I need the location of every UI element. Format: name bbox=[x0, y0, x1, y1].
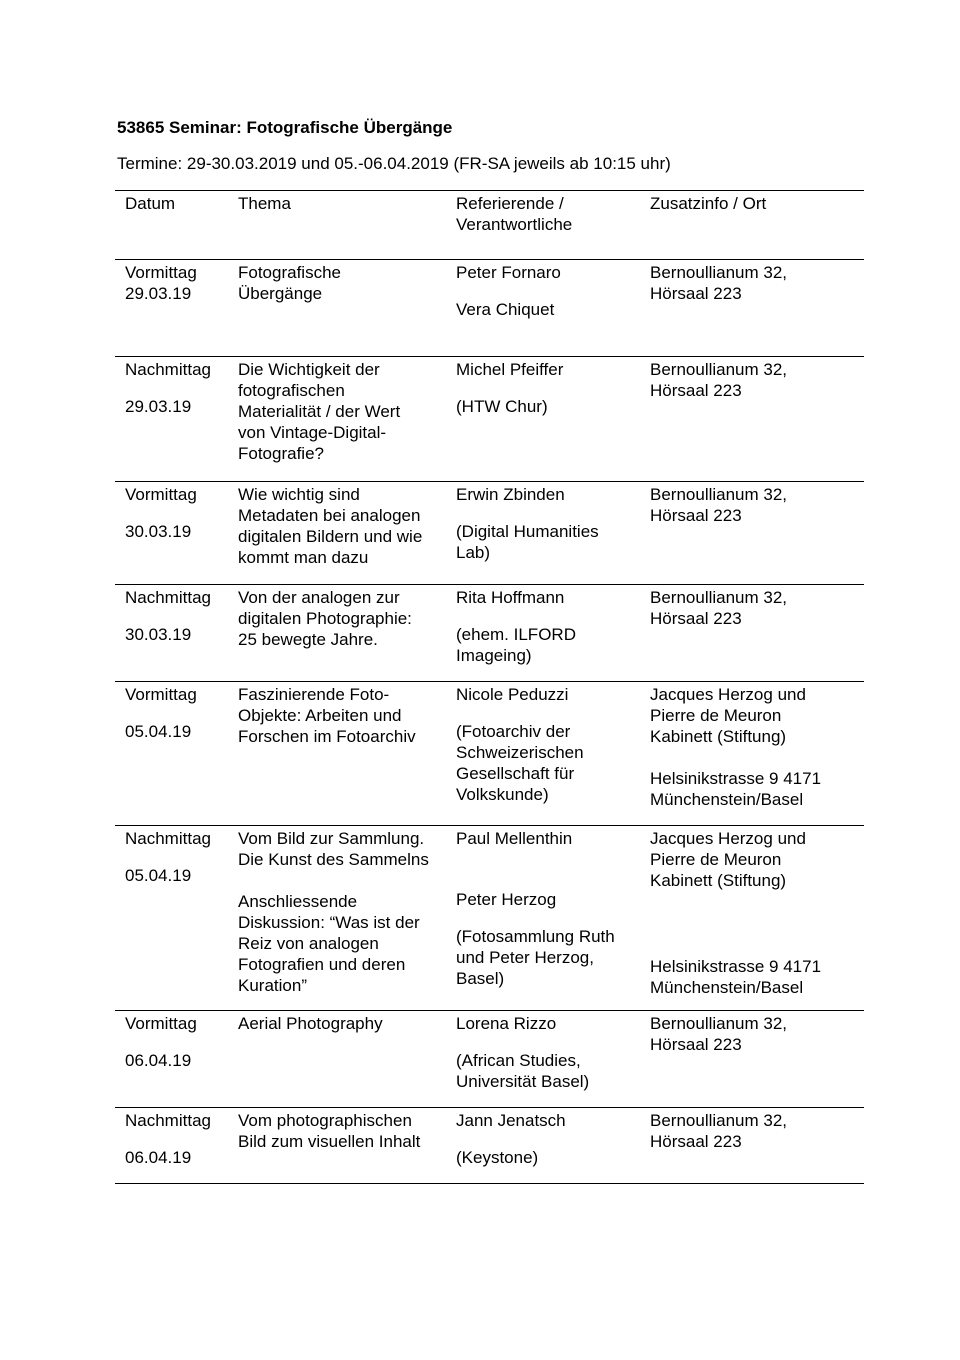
location-line: Münchenstein/Basel bbox=[650, 978, 804, 997]
location-line: Pierre de Meuron bbox=[650, 706, 782, 725]
session-date: 05.04.19 bbox=[125, 722, 192, 741]
speaker-line: Paul Mellenthin bbox=[456, 829, 573, 848]
header-referierende bbox=[456, 193, 646, 235]
topic-line: 25 bewegte Jahre. bbox=[238, 630, 378, 649]
header-thema: Thema bbox=[238, 194, 291, 213]
location-cell bbox=[650, 484, 860, 526]
row-divider bbox=[115, 356, 864, 357]
speaker-line: (African Studies, bbox=[456, 1051, 581, 1070]
session-time: Vormittag bbox=[125, 263, 197, 282]
topic-cell bbox=[238, 262, 450, 304]
date-cell bbox=[125, 359, 235, 417]
location-cell bbox=[650, 1110, 860, 1152]
row-divider bbox=[115, 584, 864, 585]
location-line: Bernoullianum 32, bbox=[650, 485, 788, 504]
session-time: Vormittag bbox=[125, 485, 197, 504]
speaker-line: (HTW Chur) bbox=[456, 397, 548, 416]
session-date: 29.03.19 bbox=[125, 284, 192, 303]
topic-line: Materialität / der Wert bbox=[238, 402, 401, 421]
topic-line: Forschen im Fotoarchiv bbox=[238, 727, 416, 746]
topic-cell bbox=[238, 359, 450, 464]
header-referierende-line: Verantwortliche bbox=[456, 215, 573, 234]
session-time: Vormittag bbox=[125, 685, 197, 704]
header-datum: Datum bbox=[125, 194, 176, 213]
topic-line: Diskussion: “Was ist der bbox=[238, 913, 420, 932]
speaker-line: (ehem. ILFORD bbox=[456, 625, 576, 644]
date-cell bbox=[125, 1110, 235, 1168]
speaker-line: Basel) bbox=[456, 969, 505, 988]
date-cell bbox=[125, 587, 235, 645]
speaker-line: (Fotosammlung Ruth bbox=[456, 927, 615, 946]
speaker-line: Peter Fornaro bbox=[456, 263, 561, 282]
location-line: Kabinett (Stiftung) bbox=[650, 871, 787, 890]
topic-line: Fotografische bbox=[238, 263, 341, 282]
session-time: Vormittag bbox=[125, 1014, 197, 1033]
session-time: Nachmittag bbox=[125, 1111, 211, 1130]
topic-line: Aerial Photography bbox=[238, 1014, 383, 1033]
row-divider bbox=[115, 1010, 864, 1011]
topic-cell bbox=[238, 484, 450, 568]
topic-cell bbox=[238, 684, 450, 747]
topic-line: Fotografien und deren bbox=[238, 955, 406, 974]
speaker-line: Lorena Rizzo bbox=[456, 1014, 557, 1033]
speaker-cell bbox=[456, 1110, 646, 1168]
location-cell bbox=[650, 828, 860, 998]
topic-line: fotografischen bbox=[238, 381, 345, 400]
session-time: Nachmittag bbox=[125, 588, 211, 607]
date-cell bbox=[125, 484, 235, 542]
row-divider bbox=[115, 1107, 864, 1108]
location-line: Münchenstein/Basel bbox=[650, 790, 804, 809]
date-cell bbox=[125, 684, 235, 742]
speaker-line: Gesellschaft für bbox=[456, 764, 575, 783]
location-line: Helsinikstrasse 9 4171 bbox=[650, 957, 822, 976]
location-line: Hörsaal 223 bbox=[650, 284, 742, 303]
topic-line: Faszinierende Foto- bbox=[238, 685, 390, 704]
speaker-cell bbox=[456, 587, 646, 666]
speaker-line: Universität Basel) bbox=[456, 1072, 590, 1091]
speaker-line: (Digital Humanities bbox=[456, 522, 599, 541]
location-line: Bernoullianum 32, bbox=[650, 588, 788, 607]
date-cell bbox=[125, 262, 235, 304]
row-divider bbox=[115, 681, 864, 682]
speaker-line: Peter Herzog bbox=[456, 890, 557, 909]
topic-line: Fotografie? bbox=[238, 444, 324, 463]
speaker-cell bbox=[456, 262, 646, 320]
location-line: Bernoullianum 32, bbox=[650, 1014, 788, 1033]
table-bottom-rule bbox=[115, 1183, 864, 1184]
session-date: 06.04.19 bbox=[125, 1051, 192, 1070]
session-date: 29.03.19 bbox=[125, 397, 192, 416]
location-line: Bernoullianum 32, bbox=[650, 263, 788, 282]
location-cell bbox=[650, 1013, 860, 1055]
row-divider bbox=[115, 481, 864, 482]
location-cell bbox=[650, 359, 860, 401]
session-date: 06.04.19 bbox=[125, 1148, 192, 1167]
location-cell bbox=[650, 587, 860, 629]
topic-line: Von der analogen zur bbox=[238, 588, 400, 607]
speaker-line: Imageing) bbox=[456, 646, 532, 665]
topic-line: Kuration” bbox=[238, 976, 307, 995]
location-line: Jacques Herzog und bbox=[650, 829, 806, 848]
speaker-line: (Keystone) bbox=[456, 1148, 539, 1167]
speaker-line: Rita Hoffmann bbox=[456, 588, 565, 607]
speaker-line: Schweizerischen bbox=[456, 743, 584, 762]
topic-cell bbox=[238, 1110, 450, 1152]
topic-line: Wie wichtig sind bbox=[238, 485, 360, 504]
topic-cell bbox=[238, 587, 450, 650]
topic-line: Anschliessende bbox=[238, 892, 358, 911]
date-cell bbox=[125, 1013, 235, 1071]
topic-line: kommt man dazu bbox=[238, 548, 369, 567]
header-zusatzinfo: Zusatzinfo / Ort bbox=[650, 194, 767, 213]
session-date: 30.03.19 bbox=[125, 522, 192, 541]
speaker-cell bbox=[456, 359, 646, 417]
topic-cell bbox=[238, 1013, 450, 1034]
speaker-line: Michel Pfeiffer bbox=[456, 360, 564, 379]
document-title: 53865 Seminar: Fotografische Übergänge bbox=[117, 118, 453, 137]
topic-line: Objekte: Arbeiten und bbox=[238, 706, 402, 725]
speaker-line: Erwin Zbinden bbox=[456, 485, 565, 504]
speaker-line: Lab) bbox=[456, 543, 491, 562]
speaker-line: Vera Chiquet bbox=[456, 300, 555, 319]
speaker-cell bbox=[456, 1013, 646, 1092]
location-line: Hörsaal 223 bbox=[650, 381, 742, 400]
location-line: Hörsaal 223 bbox=[650, 1035, 742, 1054]
location-line: Bernoullianum 32, bbox=[650, 360, 788, 379]
location-line: Pierre de Meuron bbox=[650, 850, 782, 869]
topic-line: Die Kunst des Sammelns bbox=[238, 850, 429, 869]
topic-line: von Vintage-Digital- bbox=[238, 423, 387, 442]
location-line: Bernoullianum 32, bbox=[650, 1111, 788, 1130]
topic-line: digitalen Bildern und wie bbox=[238, 527, 423, 546]
header-referierende-line: Referierende / bbox=[456, 194, 564, 213]
topic-line: Bild zum visuellen Inhalt bbox=[238, 1132, 421, 1151]
speaker-cell bbox=[456, 828, 646, 989]
location-line: Hörsaal 223 bbox=[650, 609, 742, 628]
speaker-line: Jann Jenatsch bbox=[456, 1111, 566, 1130]
topic-line: Übergänge bbox=[238, 284, 323, 303]
speaker-line: und Peter Herzog, bbox=[456, 948, 594, 967]
location-line: Hörsaal 223 bbox=[650, 1132, 742, 1151]
session-time: Nachmittag bbox=[125, 360, 211, 379]
topic-line: Metadaten bei analogen bbox=[238, 506, 421, 525]
topic-line: Die Wichtigkeit der bbox=[238, 360, 380, 379]
location-line: Helsinikstrasse 9 4171 bbox=[650, 769, 822, 788]
location-line: Kabinett (Stiftung) bbox=[650, 727, 787, 746]
row-divider bbox=[115, 259, 864, 260]
row-divider bbox=[115, 825, 864, 826]
table-top-rule bbox=[115, 190, 864, 191]
session-date: 05.04.19 bbox=[125, 866, 192, 885]
topic-line: Reiz von analogen bbox=[238, 934, 379, 953]
topic-line: Vom Bild zur Sammlung. bbox=[238, 829, 425, 848]
location-cell bbox=[650, 684, 860, 810]
speaker-line: Volkskunde) bbox=[456, 785, 549, 804]
date-cell bbox=[125, 828, 235, 886]
location-cell bbox=[650, 262, 860, 304]
speaker-cell bbox=[456, 684, 646, 805]
topic-line: digitalen Photographie: bbox=[238, 609, 412, 628]
session-date: 30.03.19 bbox=[125, 625, 192, 644]
session-time: Nachmittag bbox=[125, 829, 211, 848]
topic-cell bbox=[238, 828, 450, 996]
speaker-line: (Fotoarchiv der bbox=[456, 722, 571, 741]
topic-line: Vom photographischen bbox=[238, 1111, 412, 1130]
speaker-line: Nicole Peduzzi bbox=[456, 685, 569, 704]
location-line: Hörsaal 223 bbox=[650, 506, 742, 525]
document-subtitle: Termine: 29-30.03.2019 und 05.-06.04.2019 (FR-SA jeweils ab 10:15 uhr) bbox=[117, 154, 671, 173]
location-line: Jacques Herzog und bbox=[650, 685, 806, 704]
speaker-cell bbox=[456, 484, 646, 563]
